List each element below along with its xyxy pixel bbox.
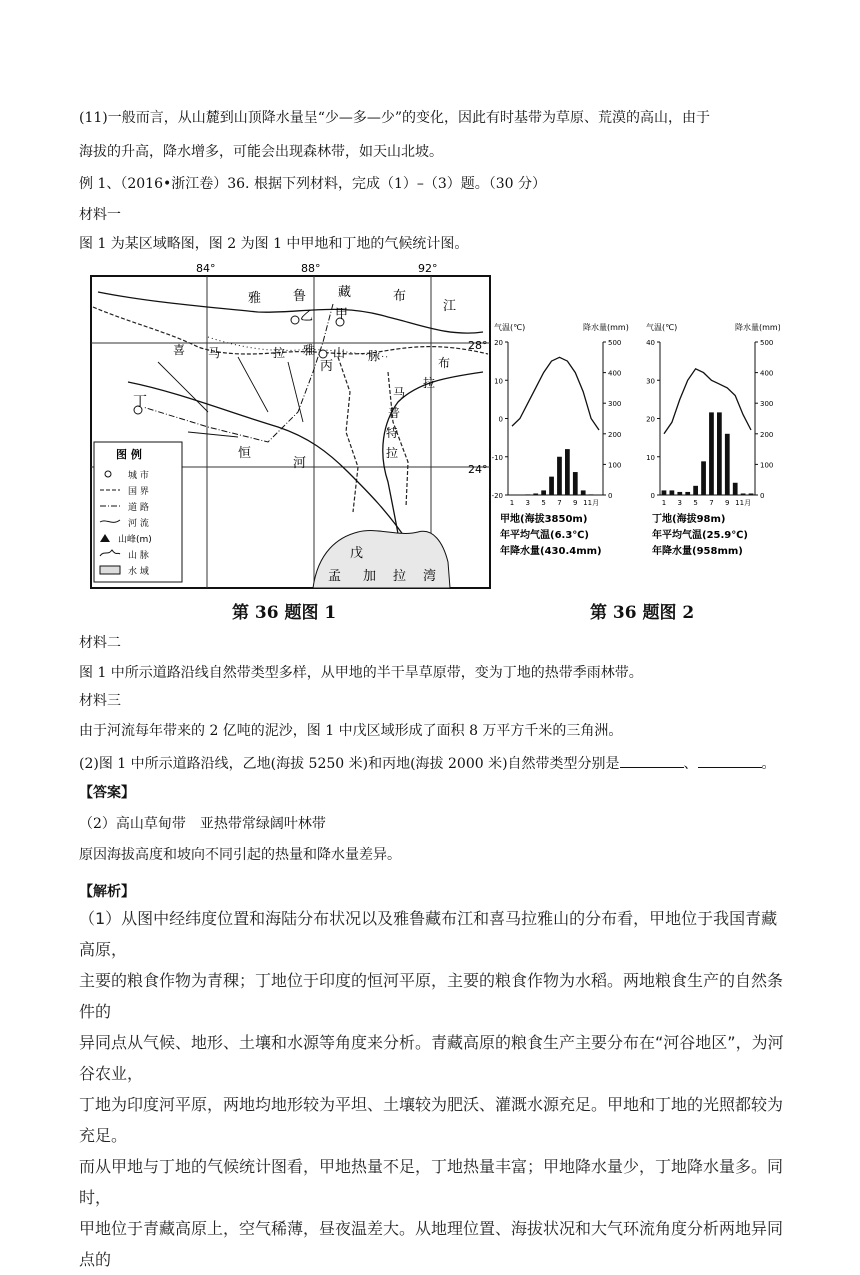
- place-label: 加: [363, 568, 376, 584]
- precip-bar: [662, 490, 667, 495]
- temp-tick-label: -10: [492, 454, 503, 462]
- figure-2-climate: [490, 320, 780, 580]
- lon-label-88: 88°: [301, 262, 321, 275]
- legend-item: 山峰(m): [118, 533, 152, 545]
- place-label: 藏: [338, 284, 351, 300]
- legend-item: 城 市: [128, 469, 149, 481]
- temp-tick-label: 30: [646, 377, 655, 385]
- place-label: 拉: [393, 568, 406, 584]
- precip-bar: [733, 483, 738, 495]
- month-tick-label: 9: [725, 499, 729, 507]
- station-line-3: 年降水量(958mm): [652, 544, 743, 557]
- point-wu: 戊: [350, 545, 363, 561]
- place-label: 江: [443, 299, 456, 314]
- analysis-line: 丁地为印度河平原，两地均地形较为平坦、土壤较为肥沃、灌溉水源充足。甲地和丁地的光照都较为充足。: [79, 1089, 789, 1151]
- answer-blank-1: [620, 753, 684, 768]
- material-1-text: 图 1 为某区域略图，图 2 为图 1 中甲地和丁地的气候统计图。: [79, 234, 468, 254]
- analysis-line: 甲地位于青藏高原上，空气稀薄，昼夜温差大。从地理位置、海拔状况和大气环流角度分析两地异同点的: [79, 1213, 789, 1275]
- precip-bar: [717, 412, 722, 495]
- temp-tick-label: -20: [492, 492, 503, 500]
- point-ding: 丁: [133, 394, 147, 410]
- place-label: 湾: [423, 568, 436, 584]
- precip-bar: [749, 493, 754, 495]
- analysis-line: 异同点从气候、地形、土壤和水源等角度来分析。青藏高原的粮食生产主要分布在“河谷地区”，为河谷农业，: [79, 1027, 789, 1089]
- lon-label-92: 92°: [418, 262, 438, 275]
- temp-axis-title: 气温(℃): [494, 322, 525, 332]
- point-yi: 乙: [300, 309, 313, 324]
- precip-axis-title: 降水量(mm): [735, 322, 780, 332]
- precip-bar: [693, 486, 698, 495]
- precip-bar: [701, 461, 706, 495]
- precip-bar: [725, 434, 730, 495]
- material-2-title: 材料二: [79, 633, 121, 653]
- place-label: 喜: [173, 342, 185, 357]
- precip-tick-label: 400: [608, 370, 621, 378]
- question-2-separator: 、: [684, 756, 698, 772]
- legend-title: 图 例: [116, 447, 142, 461]
- precip-tick-label: 100: [608, 461, 621, 469]
- example-heading: 例 1、（2016•浙江卷）36. 根据下列材料，完成（1）–（3）题。（30 分）: [79, 174, 546, 194]
- precip-tick-label: 0: [608, 492, 612, 500]
- lon-label-84: 84°: [196, 262, 216, 275]
- legend-item: 国 界: [128, 486, 149, 497]
- place-label: 拉: [273, 345, 285, 360]
- precip-bar: [709, 412, 714, 495]
- precip-tick-label: 0: [760, 492, 764, 500]
- place-label: 拉: [386, 445, 398, 460]
- precip-bar: [677, 492, 682, 495]
- station-line-3: 年降水量(430.4mm): [500, 544, 602, 557]
- temp-axis-title: 气温(℃): [646, 322, 677, 332]
- temp-tick-label: 10: [494, 377, 503, 385]
- month-tick-label: 1: [662, 499, 666, 507]
- precip-tick-label: 300: [608, 400, 621, 408]
- place-label: 普: [388, 406, 400, 420]
- place-label: 恒: [238, 445, 251, 461]
- figure-2-caption: 第 36 题图 2: [590, 598, 694, 623]
- point-bing: 丙: [320, 359, 333, 374]
- answer-label: 【答案】: [79, 783, 135, 803]
- city-bing-marker: [319, 350, 327, 358]
- place-label: 布: [393, 289, 406, 304]
- precip-tick-label: 200: [608, 431, 621, 439]
- precip-tick-label: 500: [760, 339, 773, 347]
- analysis-label: 【解析】: [79, 882, 135, 902]
- month-tick-label: 5: [693, 499, 697, 507]
- month-tick-label: 3: [526, 499, 530, 507]
- station-line-1: 甲地(海拔3850m): [500, 512, 587, 525]
- material-1-title: 材料一: [79, 205, 121, 225]
- temp-tick-label: 0: [651, 492, 655, 500]
- precip-bar: [573, 472, 578, 495]
- temp-tick-label: 10: [646, 454, 655, 462]
- precip-bar: [525, 494, 530, 495]
- temperature-line: [664, 369, 751, 434]
- place-label: 山: [333, 346, 345, 360]
- paragraph-11-line-2: 海拔的升高，降水增多，可能会出现森林带，如天山北坡。: [79, 142, 443, 162]
- legend-item: 水 域: [128, 565, 149, 577]
- place-label: 布: [438, 355, 450, 370]
- month-tick-label: 9: [573, 499, 577, 507]
- lat-label-24: 24°: [468, 463, 488, 476]
- month-tick-label: 11月: [735, 499, 751, 507]
- analysis-body: [79, 903, 789, 1275]
- precip-bar: [670, 490, 675, 495]
- answer-blank-2: [698, 753, 762, 768]
- figure-1-caption: 第 36 题图 1: [232, 598, 336, 623]
- paragraph-11-line-1: (11)一般而言，从山麓到山顶降水量呈“少—多—少”的变化，因此有时基带为草原、荒漠的高山，由于: [79, 108, 710, 128]
- material-3-text: 由于河流每年带来的 2 亿吨的泥沙，图 1 中戊区域形成了面积 8 万平方千米的三角洲。: [79, 721, 622, 741]
- map-svg: [88, 262, 498, 592]
- month-tick-label: 1: [510, 499, 514, 507]
- point-jia: 甲: [335, 307, 348, 322]
- legend-water-icon: [100, 566, 120, 574]
- question-2-end: 。: [762, 756, 776, 772]
- place-label: 雅: [248, 290, 261, 306]
- precip-tick-label: 200: [760, 431, 773, 439]
- temp-tick-label: 0: [499, 416, 503, 424]
- climate-charts-svg: [490, 320, 780, 580]
- temperature-line: [512, 357, 599, 430]
- station-line-2: 年平均气温(6.3℃): [500, 528, 589, 541]
- place-label: 孟: [328, 569, 341, 584]
- precip-bar: [533, 493, 538, 495]
- precip-bar: [741, 493, 746, 495]
- temp-tick-label: 20: [646, 416, 655, 424]
- answer-line-2: 原因海拔高度和坡向不同引起的热量和降水量差异。: [79, 845, 401, 865]
- temp-tick-label: 20: [494, 339, 503, 347]
- month-tick-label: 7: [557, 499, 561, 507]
- place-label: 河: [293, 456, 306, 471]
- city-yi-marker: [291, 316, 299, 324]
- month-tick-label: 11月: [583, 499, 599, 507]
- precip-tick-label: 300: [760, 400, 773, 408]
- precip-bar: [581, 490, 586, 495]
- precip-bar: [589, 494, 594, 495]
- analysis-line: 主要的粮食作物为青稞；丁地位于印度的恒河平原，主要的粮食作物为水稻。两地粮食生产的自然条件的: [79, 965, 789, 1027]
- question-2-text: (2)图 1 中所示道路沿线，乙地(海拔 5250 米)和丙地(海拔 2000 米)自然带类型分别是: [79, 756, 620, 772]
- material-3-title: 材料三: [79, 691, 121, 711]
- precip-bar: [549, 477, 554, 495]
- analysis-line: （1）从图中经纬度位置和海陆分布状况以及雅鲁藏布江和喜马拉雅山的分布看，甲地位于我国青藏高原，: [79, 903, 789, 965]
- legend-city-icon: [105, 471, 111, 477]
- place-label: 马: [208, 346, 220, 360]
- month-tick-label: 3: [678, 499, 682, 507]
- month-tick-label: 7: [709, 499, 713, 507]
- place-label: 特: [386, 425, 398, 440]
- place-label: 脉: [368, 349, 380, 363]
- analysis-line: 而从甲地与丁地的气候统计图看，甲地热量不足，丁地热量丰富；甲地降水量少，丁地降水量多。同时，: [79, 1151, 789, 1213]
- precip-bar: [685, 492, 690, 495]
- precip-tick-label: 400: [760, 370, 773, 378]
- station-line-1: 丁地(海拔98m): [652, 512, 725, 525]
- material-2-text: 图 1 中所示道路沿线自然带类型多样，从甲地的半干旱草原带，变为丁地的热带季雨林带。: [79, 663, 643, 683]
- precip-bar: [541, 490, 546, 495]
- precip-axis-title: 降水量(mm): [583, 322, 629, 332]
- station-line-2: 年平均气温(25.9℃): [652, 528, 748, 541]
- legend-item: 山 脉: [128, 549, 149, 561]
- place-label: 拉: [423, 375, 435, 390]
- answer-line-1: （2）高山草甸带 亚热带常绿阔叶林带: [79, 814, 326, 834]
- precip-tick-label: 100: [760, 461, 773, 469]
- temp-tick-label: 40: [646, 339, 655, 347]
- figure-1-map: [88, 262, 498, 592]
- legend-item: 河 流: [128, 517, 149, 529]
- precip-bar: [565, 449, 570, 495]
- lat-label-28: 28°: [468, 339, 488, 352]
- question-2: [79, 753, 776, 774]
- place-label: 鲁: [293, 289, 306, 304]
- precip-bar: [557, 457, 562, 495]
- month-tick-label: 5: [541, 499, 545, 507]
- legend-item: 道 路: [128, 501, 149, 513]
- place-label: 雅: [303, 342, 315, 357]
- place-label: 马: [393, 386, 405, 400]
- precip-tick-label: 500: [608, 339, 621, 347]
